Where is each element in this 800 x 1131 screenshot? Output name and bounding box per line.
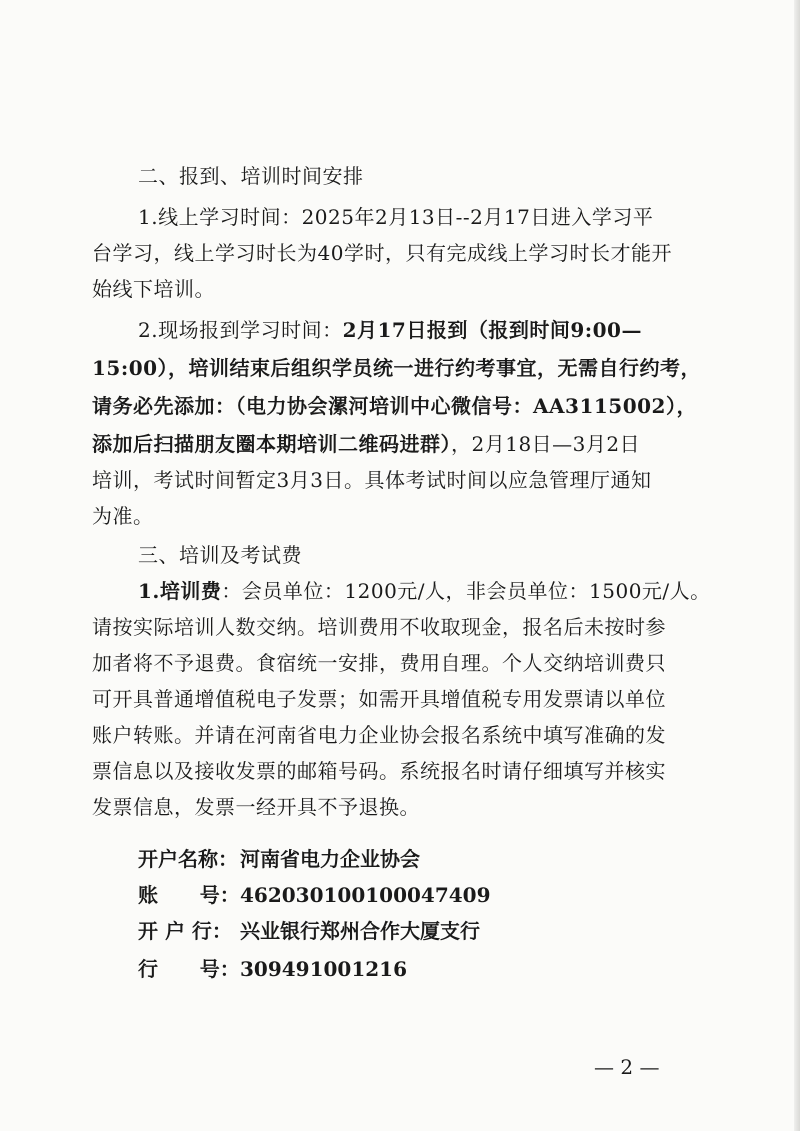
- section-2-heading: 二、报到、培训时间安排: [138, 164, 364, 188]
- training-fee-rates: ：会员单位：1200元/人，非会员单位：1500元/人。: [221, 579, 711, 603]
- account-name-value: 河南省电力企业协会: [240, 847, 420, 871]
- training-fee-line-1: [138, 578, 711, 604]
- training-fee-line-5: 账户转账。并请在河南省电力企业协会报名系统中填写准确的发: [92, 723, 666, 747]
- online-study-line-3: 始线下培训。: [92, 277, 215, 301]
- onsite-registration-line-5: 培训，考试时间暂定3月3日。具体考试时间以应急管理厅通知: [92, 468, 652, 492]
- training-dates: ，2月18日—3月2日: [451, 432, 641, 456]
- online-study-line-2: 台学习，线上学习时长为40学时，只有完成线上学习时长才能开: [92, 241, 672, 265]
- account-name-label: 开户名称：: [138, 847, 238, 871]
- training-fee-line-4: 可开具普通增值税电子发票；如需开具增值税专用发票请以单位: [92, 687, 666, 711]
- bank-label: 开 户 行：: [138, 919, 232, 943]
- account-number-label: 账 号：: [138, 883, 240, 907]
- bank-value: 兴业银行郑州合作大厦支行: [240, 919, 480, 943]
- training-fee-line-2: 请按实际培训人数交纳。培训费用不收取现金，报名后未按时参: [92, 615, 666, 639]
- onsite-registration-line-3: 请务必先添加：（电力协会漯河培训中心微信号：AA3115002），: [92, 394, 697, 418]
- section-3-heading: 三、培训及考试费: [138, 543, 302, 567]
- wechat-group-bold: 添加后扫描朋友圈本期培训二维码进群）: [92, 432, 451, 456]
- training-fee-line-3: 加者将不予退费。食宿统一安排，费用自理。个人交纳培训费只: [92, 651, 666, 675]
- account-number-value: 462030100100047409: [240, 883, 491, 907]
- training-fee-line-6: 票信息以及接收发票的邮箱号码。系统报名时请仔细填写并核实: [92, 759, 666, 783]
- onsite-label: 2.现场报到学习时间：: [138, 318, 343, 342]
- page-number: — 2 —: [594, 1055, 660, 1079]
- training-fee-label: 1.培训费: [138, 579, 222, 603]
- onsite-registration-line-2: 15:00），培训结束后组织学员统一进行约考事宜，无需自行约考，: [92, 356, 702, 380]
- scan-edge-shadow: [794, 0, 800, 1131]
- onsite-registration-line-6: 为准。: [92, 504, 154, 528]
- bank-number-value: 309491001216: [240, 957, 407, 981]
- online-study-line-1: 1.线上学习时间：2025年2月13日--2月17日进入学习平: [138, 205, 654, 229]
- training-fee-line-7: 发票信息，发票一经开具不予退换。: [92, 795, 420, 819]
- bank-number-label: 行 号：: [138, 957, 240, 981]
- onsite-registration-line-4: [92, 431, 640, 457]
- onsite-registration-line-1: [138, 317, 642, 343]
- onsite-date-bold: 2月17日报到（报到时间9:00—: [342, 318, 642, 342]
